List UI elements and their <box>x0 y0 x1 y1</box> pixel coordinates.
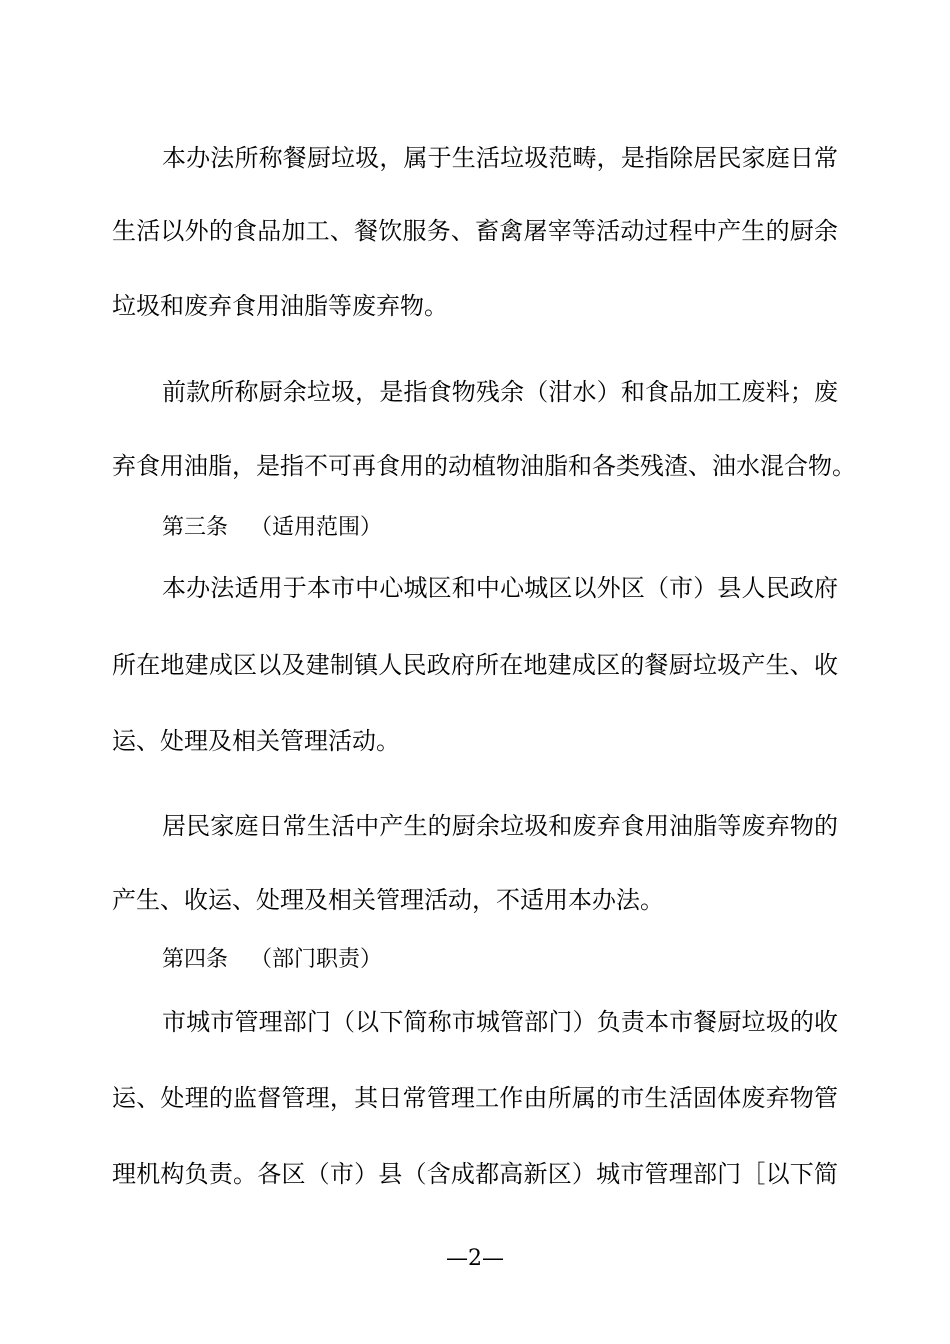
page-number: —2— <box>446 1246 504 1271</box>
paragraph-line: 本办法适用于本市中心城区和中心城区以外区（市）县人民政府 <box>162 574 838 602</box>
article-title: （部门职责） <box>250 947 383 972</box>
article-heading <box>162 513 382 543</box>
paragraph-line: 生活以外的食品加工、餐饮服务、畜禽屠宰等活动过程中产生的厨余 <box>112 217 838 245</box>
paragraph-line: 弃食用油脂，是指不可再食用的动植物油脂和各类残渣、油水混合物。 <box>112 452 856 480</box>
paragraph-line: 所在地建成区以及建制镇人民政府所在地建成区的餐厨垃圾产生、收 <box>112 651 838 679</box>
article-heading <box>162 945 382 975</box>
paragraph-line: 运、处理及相关管理活动。 <box>112 727 400 755</box>
article-title: （适用范围） <box>250 515 383 540</box>
paragraph-line: 市城市管理部门（以下简称市城管部门）负责本市餐厨垃圾的收 <box>162 1008 838 1036</box>
article-number: 第三条 <box>162 515 229 540</box>
paragraph-line: 垃圾和废弃食用油脂等废弃物。 <box>112 292 448 320</box>
paragraph-line: 前款所称厨余垃圾，是指食物残余（泔水）和食品加工废料；废 <box>162 378 838 406</box>
paragraph-line: 产生、收运、处理及相关管理活动，不适用本办法。 <box>112 886 664 914</box>
article-number: 第四条 <box>162 947 229 972</box>
paragraph-line: 运、处理的监督管理，其日常管理工作由所属的市生活固体废弃物管 <box>112 1084 838 1112</box>
paragraph-line: 理机构负责。各区（市）县（含成都高新区）城市管理部门［以下简 <box>112 1160 838 1188</box>
paragraph-line: 本办法所称餐厨垃圾，属于生活垃圾范畴，是指除居民家庭日常 <box>162 144 838 172</box>
paragraph-line: 居民家庭日常生活中产生的厨余垃圾和废弃食用油脂等废弃物的 <box>162 812 838 840</box>
